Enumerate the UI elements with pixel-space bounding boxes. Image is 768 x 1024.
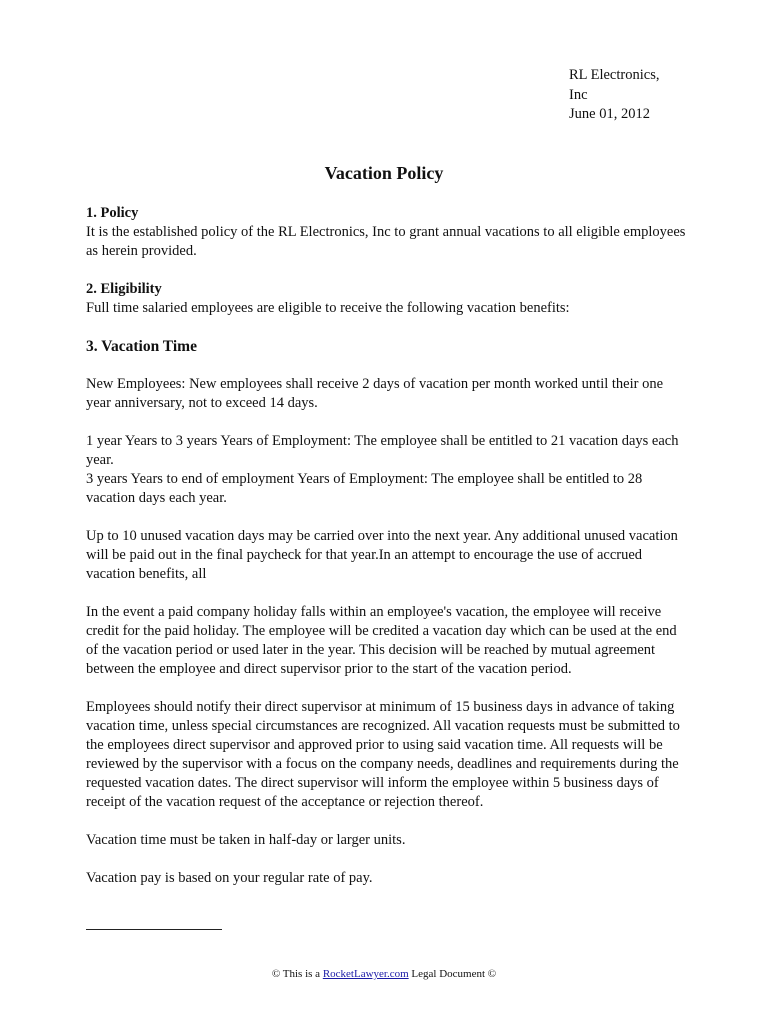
policy-paragraph: It is the established policy of the RL Electronics, Inc to grant annual vacations to all eligible employees as herein provided.	[86, 224, 686, 259]
company-name-line2: Inc	[569, 86, 588, 103]
holiday-paragraph: In the event a paid company holiday falls within an employee's vacation, the employee will receive credit for the paid holiday. The employee will be credited a vacation day which can be used at the end of the vacation period or used later in the year. This decision will be reached by mutual agreement between the employee and direct supervisor prior to the start of the vacation period.	[86, 604, 677, 677]
tier2-paragraph: 3 years Years to end of employment Years of Employment: The employee shall be entitled to 28 vacation days each year.	[86, 471, 643, 506]
notification-paragraph: Employees should notify their direct supervisor at minimum of 15 business days in advance of taking vacation time, unless special circumstances are recognized. All vacation requests must be submitted to the employees direct supervisor and approved prior to using said vacation time. All requests will be reviewed by the supervisor with a focus on the company needs, deadlines and requirements during the requested vacation dates. The direct supervisor will inform the employee within 5 business days of receipt of the vacation request of the acceptance or rejection thereof.	[86, 699, 680, 810]
footer-prefix: © This is a	[271, 968, 323, 980]
company-address-block	[569, 66, 719, 125]
footer-suffix: Legal Document ©	[408, 968, 497, 980]
document-title: Vacation Policy	[324, 163, 444, 183]
rocketlawyer-link[interactable]: RocketLawyer.com	[322, 968, 409, 980]
document-date: June 01, 2012	[569, 106, 650, 122]
eligibility-paragraph: Full time salaried employees are eligible to receive the following vacation benefits:	[86, 300, 570, 316]
vacation-time-heading: 3. Vacation Time	[86, 338, 197, 355]
document-body	[86, 204, 686, 888]
company-name-line1: RL Electronics,	[569, 67, 660, 83]
eligibility-heading: 2. Eligibility	[86, 281, 162, 297]
footer	[0, 967, 768, 981]
tier1-paragraph: 1 year Years to 3 years Years of Employment: The employee shall be entitled to 21 vacation days each year.	[86, 433, 679, 468]
signature-line	[86, 929, 222, 930]
carryover-paragraph: Up to 10 unused vacation days may be carried over into the next year. Any additional unused vacation will be paid out in the final paycheck for that year.In an attempt to encourage the use of accrued vacation benefits, all	[86, 528, 678, 582]
pay-paragraph: Vacation pay is based on your regular rate of pay.	[86, 870, 373, 886]
new-employees-paragraph: New Employees: New employees shall receive 2 days of vacation per month worked until their one year anniversary, not to exceed 14 days.	[86, 376, 664, 411]
units-paragraph: Vacation time must be taken in half-day or larger units.	[86, 832, 406, 848]
policy-heading: 1. Policy	[86, 205, 139, 221]
